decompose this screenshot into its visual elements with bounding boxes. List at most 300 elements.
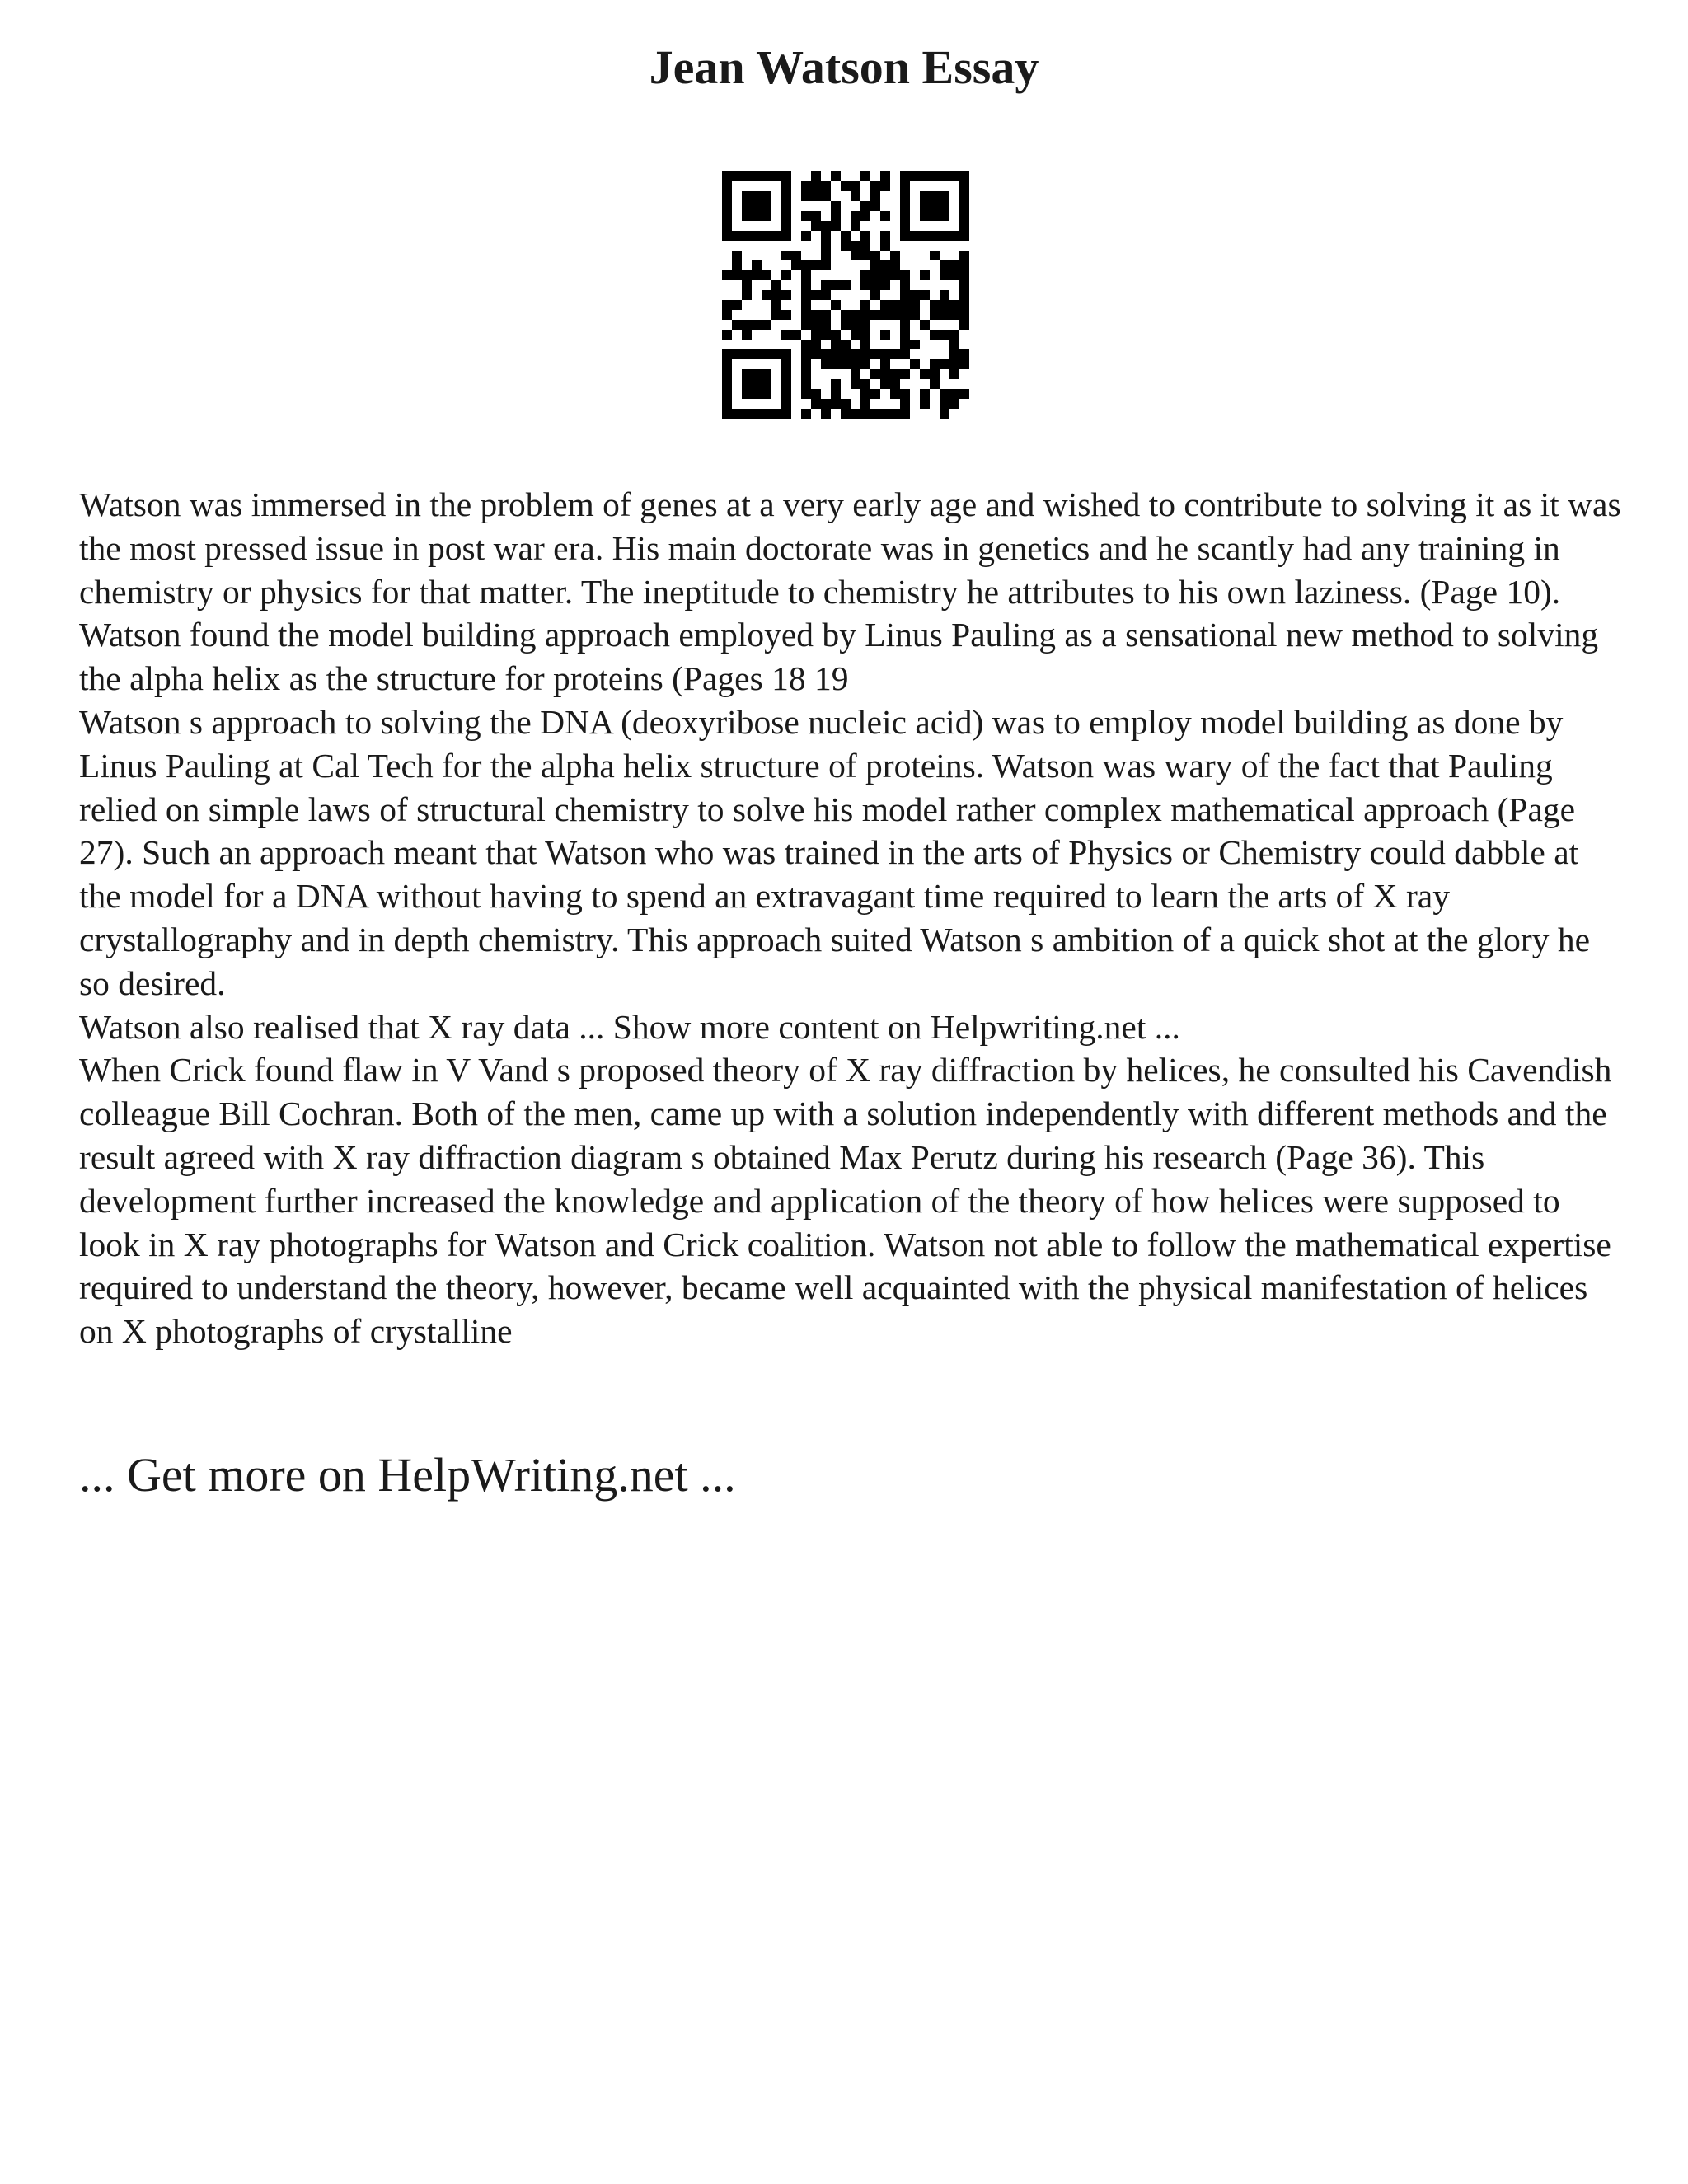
qr-module (811, 349, 821, 359)
qr-module (880, 369, 890, 379)
qr-module (762, 270, 771, 280)
qr-module (851, 359, 860, 369)
essay-body (79, 483, 1629, 1353)
qr-module (801, 320, 811, 330)
qr-module (959, 310, 969, 320)
qr-module (742, 211, 752, 221)
qr-module (900, 389, 910, 399)
qr-module (940, 409, 950, 419)
qr-module (821, 191, 831, 201)
qr-module (920, 211, 930, 221)
qr-module (752, 260, 762, 270)
qr-module (959, 211, 969, 221)
qr-module (821, 290, 831, 300)
qr-code-icon[interactable] (722, 171, 969, 419)
qr-module (950, 359, 959, 369)
qr-module (930, 201, 940, 211)
qr-module (801, 211, 811, 221)
qr-module (742, 369, 752, 379)
qr-module (890, 300, 900, 310)
paragraph: When Crick found flaw in V Vand s proposed theory of X ray diffraction by helices, he consulted his Cavendish colleague Bill Cochran. Both of the men, came up with a solution independently with different methods and the result agreed with X ray diffraction diagram s obtained Max Perutz during his research (Page 36). This development further increased the knowledge and application of the theory of how helices were supposed to look in X ray photographs for Watson and Crick coalition. Watson not able to follow the mathematical expertise required to understand the theory, however, became well acquainted with the physical manifestation of helices on X photographs of crystalline (79, 1051, 1612, 1351)
qr-module (900, 270, 910, 280)
qr-module (860, 379, 870, 389)
qr-module (920, 201, 930, 211)
qr-module (920, 191, 930, 201)
qr-module (722, 409, 732, 419)
qr-module (831, 221, 841, 231)
qr-module (781, 330, 791, 340)
qr-module (860, 251, 870, 260)
qr-module (821, 409, 831, 419)
qr-module (762, 379, 771, 389)
qr-module (900, 280, 910, 290)
qr-module (841, 340, 851, 349)
qr-module (762, 290, 771, 300)
qr-module (742, 270, 752, 280)
qr-module (880, 310, 890, 320)
qr-module (959, 231, 969, 241)
qr-module (860, 409, 870, 419)
qr-module (752, 389, 762, 399)
qr-module (870, 251, 880, 260)
qr-module (950, 231, 959, 241)
qr-module (762, 191, 771, 201)
qr-module (742, 389, 752, 399)
qr-module (910, 231, 920, 241)
qr-module (752, 409, 762, 419)
qr-module (860, 171, 870, 181)
qr-module (781, 171, 791, 181)
qr-module (910, 359, 920, 369)
qr-module (870, 290, 880, 300)
get-more-link[interactable]: ... Get more on HelpWriting.net ... (79, 1448, 736, 1502)
qr-module (821, 260, 831, 270)
qr-module (801, 280, 811, 290)
qr-module (811, 171, 821, 181)
qr-module (940, 330, 950, 340)
qr-module (732, 270, 742, 280)
qr-module (900, 399, 910, 409)
qr-module (860, 231, 870, 241)
qr-module (762, 320, 771, 330)
qr-module (851, 221, 860, 231)
qr-module (801, 389, 811, 399)
qr-module (950, 171, 959, 181)
qr-module (781, 181, 791, 191)
qr-module (940, 211, 950, 221)
qr-module (860, 359, 870, 369)
qr-module (870, 191, 880, 201)
qr-module (920, 320, 930, 330)
qr-module (890, 389, 900, 399)
qr-module (900, 171, 910, 181)
qr-module (880, 330, 890, 340)
qr-module (940, 389, 950, 399)
qr-module (821, 359, 831, 369)
qr-module (950, 399, 959, 409)
qr-module (722, 330, 732, 340)
qr-module (920, 369, 930, 379)
qr-module (831, 171, 841, 181)
qr-module (821, 231, 831, 241)
qr-module (860, 310, 870, 320)
paragraph: Watson was immersed in the problem of genes at a very early age and wished to contribute to solving it as it was the most pressed issue in post war era. His main doctorate was in genetics and he scantly had any training in chemistry or physics for that matter. The ineptitude to chemistry he attributes to his own laziness. (Page 10). (79, 485, 1621, 611)
qr-module (930, 369, 940, 379)
qr-module (930, 330, 940, 340)
qr-module (930, 191, 940, 201)
qr-module (771, 280, 781, 290)
qr-module (742, 320, 752, 330)
qr-module (900, 330, 910, 340)
qr-module (801, 409, 811, 419)
qr-module (801, 359, 811, 369)
qr-module (910, 171, 920, 181)
qr-module (940, 310, 950, 320)
qr-module (781, 359, 791, 369)
qr-module (831, 399, 841, 409)
qr-module (860, 280, 870, 290)
qr-module (811, 340, 821, 349)
qr-module (930, 211, 940, 221)
qr-module (900, 191, 910, 201)
qr-module (950, 330, 959, 340)
qr-module (870, 409, 880, 419)
qr-module (752, 191, 762, 201)
qr-module (732, 231, 742, 241)
qr-module (920, 290, 930, 300)
qr-module (821, 349, 831, 359)
qr-module (900, 409, 910, 419)
qr-module (950, 340, 959, 349)
qr-module (781, 310, 791, 320)
qr-module (801, 270, 811, 280)
qr-module (722, 300, 732, 310)
qr-module (910, 300, 920, 310)
qr-module (930, 231, 940, 241)
qr-module (880, 280, 890, 290)
qr-module (732, 300, 742, 310)
qr-module (831, 330, 841, 340)
qr-module (920, 399, 930, 409)
qr-module (959, 201, 969, 211)
qr-module (752, 270, 762, 280)
qr-module (841, 231, 851, 241)
qr-module (781, 389, 791, 399)
qr-module (752, 320, 762, 330)
qr-module (752, 379, 762, 389)
qr-module (959, 181, 969, 191)
qr-module (781, 349, 791, 359)
qr-module (752, 201, 762, 211)
qr-module (801, 290, 811, 300)
qr-module (841, 409, 851, 419)
qr-module (959, 171, 969, 181)
qr-module (900, 320, 910, 330)
qr-module (841, 241, 851, 251)
qr-module (742, 379, 752, 389)
qr-module (722, 270, 732, 280)
qr-module (880, 300, 890, 310)
qr-code-graphic (722, 171, 969, 419)
qr-module (870, 270, 880, 280)
qr-module (880, 349, 890, 359)
qr-module (742, 231, 752, 241)
qr-module (910, 290, 920, 300)
qr-module (811, 260, 821, 270)
qr-module (870, 280, 880, 290)
qr-module (781, 231, 791, 241)
qr-module (791, 330, 801, 340)
qr-module (920, 231, 930, 241)
qr-module (811, 221, 821, 231)
qr-module (959, 300, 969, 310)
qr-module (722, 379, 732, 389)
qr-module (771, 409, 781, 419)
qr-module (900, 201, 910, 211)
qr-module (860, 270, 870, 280)
qr-module (959, 349, 969, 359)
qr-module (831, 379, 841, 389)
qr-module (722, 349, 732, 359)
qr-module (752, 211, 762, 221)
qr-module (880, 260, 890, 270)
qr-module (890, 409, 900, 419)
qr-module (811, 191, 821, 201)
qr-module (781, 409, 791, 419)
qr-module (900, 290, 910, 300)
qr-module (851, 369, 860, 379)
qr-module (742, 349, 752, 359)
qr-module (722, 171, 732, 181)
page-title: Jean Watson Essay (649, 40, 1039, 94)
qr-module (781, 399, 791, 409)
qr-module (950, 389, 959, 399)
qr-module (722, 369, 732, 379)
qr-module (722, 231, 732, 241)
qr-module (900, 369, 910, 379)
qr-module (762, 369, 771, 379)
qr-module (860, 211, 870, 221)
qr-module (851, 330, 860, 340)
paragraph: Watson s approach to solving the DNA (deoxyribose nucleic acid) was to employ model building as done by Linus Pauling at Cal Tech for the alpha helix structure of proteins. Watson was wary of the fact that Pauling relied on simple laws of structural chemistry to solve his model rather complex mathematical approach (Page 27). Such an approach meant that Watson who was trained in the arts of Physics or Chemistry could dabble at the model for a DNA without having to spend an extravagant time required to learn the arts of X ray crystallography and in depth chemistry. This approach suited Watson s ambition of a quick shot at the glory he so desired. (79, 702, 1591, 1002)
qr-module (860, 389, 870, 399)
qr-module (821, 399, 831, 409)
qr-module (870, 201, 880, 211)
qr-module (959, 280, 969, 290)
qr-module (821, 241, 831, 251)
qr-module (880, 379, 890, 389)
qr-module (722, 181, 732, 191)
qr-module (930, 359, 940, 369)
qr-module (920, 270, 930, 280)
qr-module (801, 369, 811, 379)
qr-module (860, 349, 870, 359)
qr-module (860, 320, 870, 330)
qr-module (900, 349, 910, 359)
qr-module (831, 359, 841, 369)
qr-module (811, 211, 821, 221)
qr-module (781, 369, 791, 379)
qr-module (959, 260, 969, 270)
qr-module (791, 251, 801, 260)
qr-module (940, 231, 950, 241)
qr-module (841, 310, 851, 320)
qr-module (742, 290, 752, 300)
qr-module (940, 359, 950, 369)
qr-module (890, 260, 900, 270)
qr-module (851, 251, 860, 260)
qr-module (722, 211, 732, 221)
qr-module (940, 300, 950, 310)
qr-module (940, 260, 950, 270)
qr-module (831, 300, 841, 310)
qr-module (860, 241, 870, 251)
qr-module (781, 270, 791, 280)
qr-module (940, 270, 950, 280)
qr-module (732, 260, 742, 270)
qr-module (821, 330, 831, 340)
qr-module (841, 320, 851, 330)
qr-module (959, 389, 969, 399)
qr-module (831, 349, 841, 359)
qr-module (742, 171, 752, 181)
show-more-line: Watson also realised that X ray data ... Show more content on Helpwriting.net ... (79, 1007, 1180, 1046)
qr-module (771, 171, 781, 181)
qr-module (801, 349, 811, 359)
qr-module (722, 310, 732, 320)
qr-module (742, 280, 752, 290)
qr-module (781, 191, 791, 201)
qr-module (841, 399, 851, 409)
qr-module (930, 171, 940, 181)
qr-module (940, 399, 950, 409)
qr-module (940, 290, 950, 300)
qr-module (781, 379, 791, 389)
qr-module (821, 251, 831, 260)
qr-module (722, 191, 732, 201)
qr-module (900, 181, 910, 191)
qr-module (959, 191, 969, 201)
qr-module (762, 349, 771, 359)
qr-module (781, 211, 791, 221)
qr-module (831, 211, 841, 221)
qr-module (752, 231, 762, 241)
qr-module (890, 379, 900, 389)
qr-module (870, 389, 880, 399)
qr-module (841, 181, 851, 191)
qr-module (959, 320, 969, 330)
qr-module (781, 201, 791, 211)
qr-module (870, 369, 880, 379)
qr-module (732, 409, 742, 419)
qr-module (880, 171, 890, 181)
qr-module (851, 310, 860, 320)
qr-module (880, 181, 890, 191)
qr-module (801, 181, 811, 191)
qr-module (870, 310, 880, 320)
qr-module (811, 310, 821, 320)
qr-module (762, 171, 771, 181)
qr-module (831, 340, 841, 349)
qr-module (900, 340, 910, 349)
qr-module (742, 330, 752, 340)
qr-module (950, 270, 959, 280)
qr-module (841, 349, 851, 359)
qr-module (950, 349, 959, 359)
qr-module (722, 389, 732, 399)
qr-module (860, 340, 870, 349)
qr-module (950, 369, 959, 379)
qr-module (801, 260, 811, 270)
qr-module (762, 201, 771, 211)
qr-module (722, 399, 732, 409)
qr-module (930, 379, 940, 389)
qr-module (771, 349, 781, 359)
qr-module (801, 191, 811, 201)
qr-module (831, 389, 841, 399)
qr-module (742, 201, 752, 211)
qr-module (940, 201, 950, 211)
qr-module (860, 399, 870, 409)
qr-module (900, 300, 910, 310)
qr-module (851, 409, 860, 419)
qr-module (959, 221, 969, 231)
qr-module (870, 181, 880, 191)
qr-module (860, 300, 870, 310)
qr-module (950, 260, 959, 270)
qr-module (851, 349, 860, 359)
qr-module (742, 409, 752, 419)
qr-module (860, 201, 870, 211)
qr-module (900, 221, 910, 231)
qr-module (811, 399, 821, 409)
qr-module (851, 241, 860, 251)
qr-module (930, 310, 940, 320)
qr-module (762, 211, 771, 221)
qr-module (781, 251, 791, 260)
qr-module (950, 300, 959, 310)
qr-module (811, 330, 821, 340)
qr-module (930, 251, 940, 260)
qr-module (781, 221, 791, 231)
qr-module (959, 290, 969, 300)
qr-module (732, 171, 742, 181)
qr-module (851, 320, 860, 330)
qr-module (811, 290, 821, 300)
qr-module (801, 231, 811, 241)
paragraph: Watson found the model building approach employed by Linus Pauling as a sensational new method to solving the alpha helix as the structure for proteins (Pages 18 19 (79, 616, 1599, 698)
qr-module (890, 369, 900, 379)
qr-module (821, 181, 831, 191)
qr-module (851, 191, 860, 201)
qr-module (811, 320, 821, 330)
qr-module (870, 260, 880, 270)
qr-module (722, 359, 732, 369)
qr-module (890, 270, 900, 280)
qr-module (831, 280, 841, 290)
qr-module (940, 171, 950, 181)
qr-module (771, 231, 781, 241)
qr-module (821, 320, 831, 330)
qr-module (959, 359, 969, 369)
qr-module (841, 359, 851, 369)
qr-module (880, 409, 890, 419)
qr-module (890, 251, 900, 260)
qr-module (771, 310, 781, 320)
qr-module (880, 211, 890, 221)
qr-module (890, 349, 900, 359)
qr-module (851, 211, 860, 221)
